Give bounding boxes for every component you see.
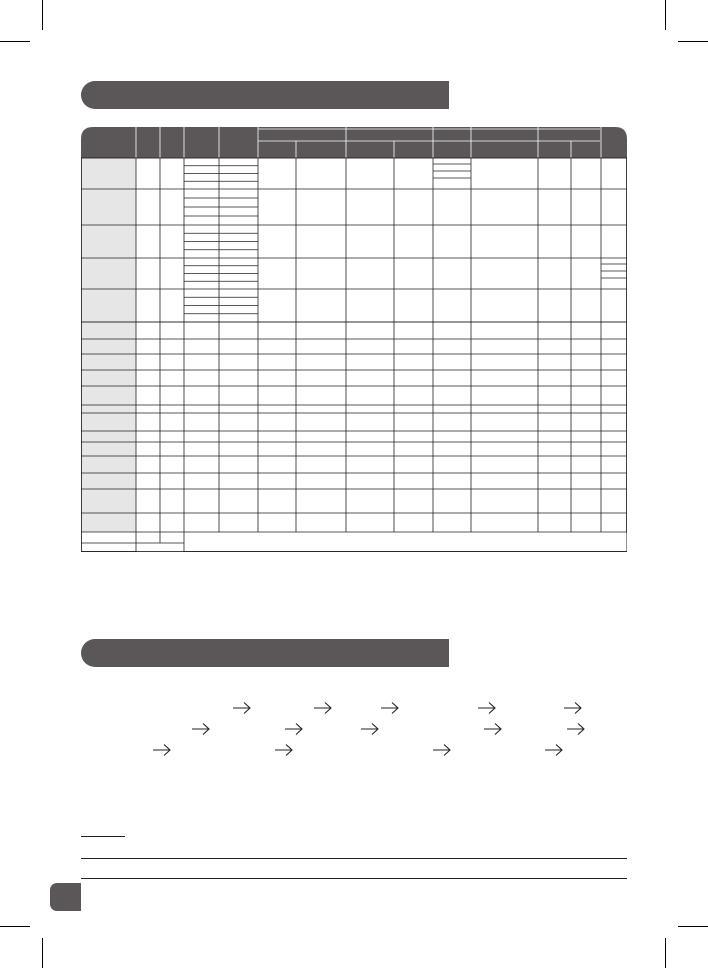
right-arrow-icon bbox=[544, 743, 564, 757]
compatibility-table bbox=[81, 127, 627, 552]
note-rule bbox=[81, 878, 627, 879]
note-rule bbox=[81, 858, 627, 859]
right-arrow-icon bbox=[313, 701, 333, 715]
footer-merged-cell bbox=[185, 533, 627, 552]
crop-mark bbox=[678, 41, 708, 42]
right-arrow-icon bbox=[432, 743, 452, 757]
table-grid bbox=[81, 127, 627, 552]
right-arrow-icon bbox=[380, 701, 400, 715]
right-arrow-icon bbox=[191, 722, 211, 736]
note-underline bbox=[81, 836, 125, 837]
crop-mark bbox=[665, 0, 666, 30]
right-arrow-icon bbox=[360, 722, 380, 736]
crop-mark bbox=[42, 938, 43, 968]
section-banner bbox=[81, 639, 449, 667]
page-number-tab bbox=[50, 883, 81, 911]
crop-mark bbox=[665, 938, 666, 968]
table-header bbox=[81, 127, 627, 158]
right-arrow-icon bbox=[274, 743, 294, 757]
right-arrow-icon bbox=[152, 743, 172, 757]
crop-mark bbox=[0, 926, 30, 927]
table-border bbox=[81, 158, 626, 552]
right-arrow-icon bbox=[232, 701, 252, 715]
crop-mark bbox=[678, 926, 708, 927]
section-banner bbox=[81, 81, 449, 109]
crop-mark bbox=[0, 41, 30, 42]
crop-mark bbox=[42, 0, 43, 30]
right-arrow-icon bbox=[284, 722, 304, 736]
right-arrow-icon bbox=[563, 701, 583, 715]
right-arrow-icon bbox=[477, 701, 497, 715]
label-column bbox=[81, 158, 136, 532]
right-arrow-icon bbox=[566, 722, 586, 736]
footer-merged-cell bbox=[137, 544, 184, 552]
right-arrow-icon bbox=[483, 722, 503, 736]
